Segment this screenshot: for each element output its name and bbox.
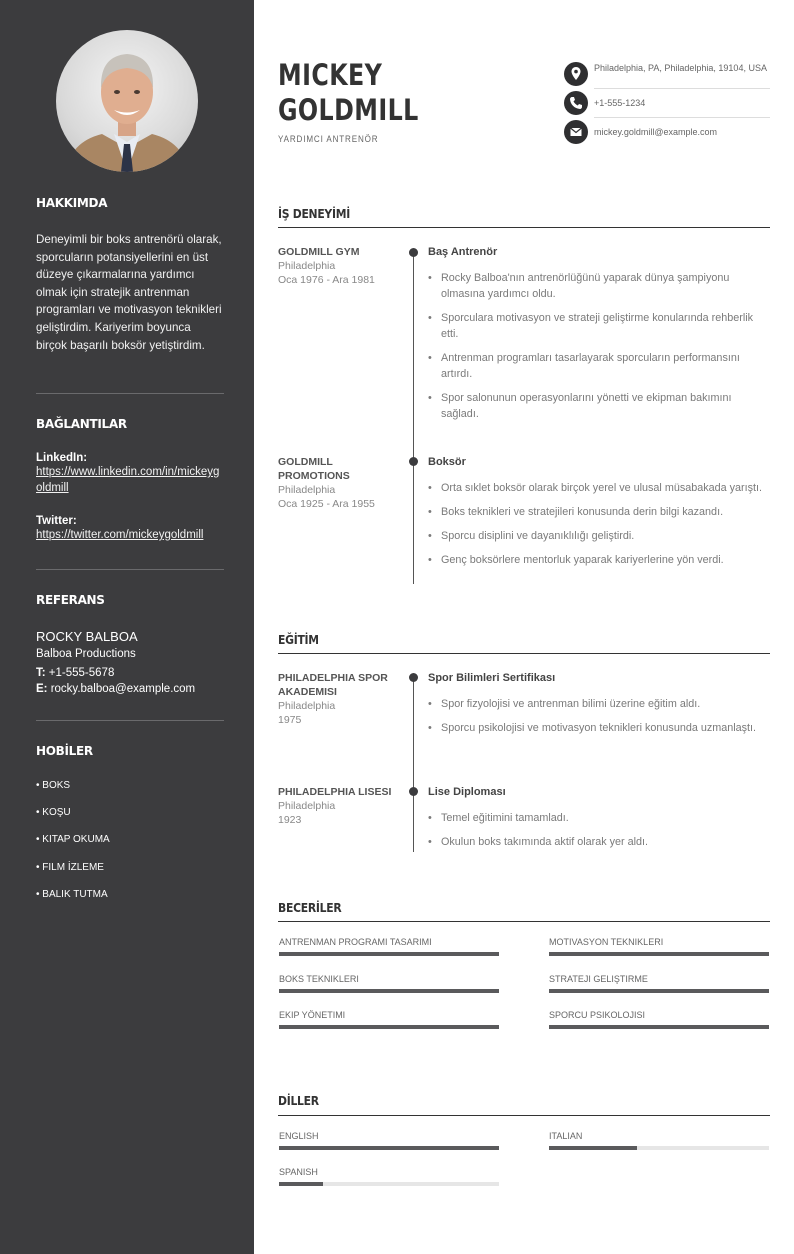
- timeline-dot: [409, 248, 418, 257]
- bullet-item: • Sporculara motivasyon ve strateji geliştirme konularında rehberlik etti.: [428, 310, 770, 342]
- reference-phone-label: T:: [36, 667, 46, 679]
- skill-bar-fill: [549, 952, 769, 956]
- sidebar-divider: [36, 569, 224, 570]
- education-org-block: [278, 671, 398, 727]
- skill-bar: [549, 1025, 769, 1029]
- language-item: [549, 1131, 769, 1141]
- twitter-link-block: [36, 515, 224, 543]
- hobby-item: • KOŞU: [36, 807, 71, 818]
- education-dates: 1923: [278, 814, 302, 826]
- education-org: PHILADELPHIA LISESI: [278, 786, 392, 798]
- reference-email-row: [36, 681, 224, 697]
- section-rule: [278, 921, 770, 922]
- skill-name: STRATEJI GELIŞTIRME: [549, 974, 648, 984]
- timeline-dot: [409, 787, 418, 796]
- person-name: [278, 58, 419, 128]
- experience-dates: Oca 1925 - Ara 1955: [278, 498, 375, 510]
- reference-phone-row: [36, 665, 224, 681]
- skill-bar: [549, 952, 769, 956]
- bullet-item: • Antrenman programları tasarlayarak sporcuların performansını artırdı.: [428, 350, 770, 382]
- experience-bullets: [428, 480, 770, 576]
- skill-bar: [279, 989, 499, 993]
- language-bar: [279, 1182, 499, 1186]
- experience-org: GOLDMILL PROMOTIONS: [278, 456, 350, 482]
- reference-company: Balboa Productions: [36, 648, 136, 660]
- bullet-item: • Spor salonunun operasyonlarını yönetti ve ekipman bakımını sağladı.: [428, 390, 770, 422]
- language-item: [279, 1131, 499, 1141]
- skill-item: [549, 1010, 769, 1020]
- skill-item: [549, 937, 769, 947]
- experience-title: İŞ DENEYİMİ: [278, 207, 350, 221]
- timeline-dot: [409, 457, 418, 466]
- sidebar: [0, 0, 254, 1254]
- profile-photo: [56, 30, 198, 172]
- first-name: MICKEY: [278, 58, 383, 92]
- section-rule: [278, 227, 770, 228]
- links-title: BAĞLANTILAR: [36, 417, 127, 431]
- bullet-item: • Orta sıklet boksör olarak birçok yerel ve ulusal müsabakada yarıştı.: [428, 480, 770, 496]
- experience-location: Philadelphia: [278, 260, 336, 272]
- linkedin-link-block: [36, 452, 224, 496]
- hobbies-title: HOBİLER: [36, 744, 93, 758]
- twitter-link[interactable]: https://twitter.com/mickeygoldmill: [36, 529, 204, 541]
- bullet-item: • Spor fizyolojisi ve antrenman bilimi üzerine eğitim aldı.: [428, 696, 770, 712]
- contact-email[interactable]: mickey.goldmill@example.com: [594, 127, 718, 137]
- skill-bar-fill: [279, 952, 499, 956]
- education-location: Philadelphia: [278, 800, 336, 812]
- skill-bar: [279, 1025, 499, 1029]
- language-name: SPANISH: [279, 1167, 318, 1177]
- contact-divider: [594, 117, 770, 118]
- skill-name: SPORCU PSIKOLOJISI: [549, 1010, 646, 1020]
- contact-address: Philadelphia, PA, Philadelphia, 19104, USA: [594, 63, 767, 73]
- bullet-item: • Sporcu disiplini ve dayanıklılığı geliştirdi.: [428, 528, 770, 544]
- bullet-item: • Temel eğitimini tamamladı.: [428, 810, 770, 826]
- reference-email-label: E:: [36, 683, 48, 695]
- hobby-item: • KITAP OKUMA: [36, 834, 110, 845]
- languages-title: DİLLER: [278, 1094, 319, 1108]
- timeline-dot: [409, 673, 418, 682]
- education-bullets: [428, 696, 770, 744]
- reference-title: REFERANS: [36, 593, 105, 607]
- skill-name: MOTIVASYON TEKNIKLERI: [549, 937, 664, 947]
- language-bar: [549, 1146, 769, 1150]
- education-timeline: [413, 678, 414, 852]
- skill-item: [549, 974, 769, 984]
- hobby-item: • BALIK TUTMA: [36, 889, 108, 900]
- envelope-icon: [564, 120, 588, 144]
- experience-location: Philadelphia: [278, 484, 336, 496]
- experience-org: GOLDMILL GYM: [278, 246, 360, 258]
- skill-item: [279, 937, 499, 947]
- phone-icon: [564, 91, 588, 115]
- sidebar-divider: [36, 393, 224, 394]
- experience-org-block: [278, 455, 398, 511]
- skill-name: EKIP YÖNETIMI: [279, 1010, 346, 1020]
- skill-item: [279, 1010, 499, 1020]
- education-org: PHILADELPHIA SPOR AKADEMISI: [278, 672, 388, 698]
- skill-bar-fill: [279, 989, 499, 993]
- skill-bar-fill: [279, 1025, 499, 1029]
- hobby-item: • BOKS: [36, 780, 71, 791]
- reference-phone: +1-555-5678: [48, 667, 115, 679]
- education-degree: Spor Bilimleri Sertifikası: [428, 672, 556, 684]
- reference-name: ROCKY BALBOA: [36, 629, 138, 644]
- skill-bar-fill: [549, 1025, 769, 1029]
- experience-role: Baş Antrenör: [428, 246, 498, 258]
- reference-email: rocky.balboa@example.com: [50, 683, 196, 695]
- linkedin-link[interactable]: https://www.linkedin.com/in/mickeygoldmill: [36, 466, 220, 494]
- skills-title: BECERİLER: [278, 901, 342, 915]
- contact-phone: +1-555-1234: [594, 98, 646, 108]
- skill-bar: [279, 952, 499, 956]
- bullet-item: • Boks teknikleri ve stratejileri konusunda derin bilgi kazandı.: [428, 504, 770, 520]
- language-item: [279, 1167, 499, 1177]
- education-org-block: [278, 785, 398, 827]
- last-name: GOLDMILL: [278, 93, 419, 127]
- job-title: YARDIMCI ANTRENÖR: [278, 134, 379, 145]
- education-degree: Lise Diploması: [428, 786, 506, 798]
- skill-item: [279, 974, 499, 984]
- twitter-label: Twitter:: [36, 515, 77, 527]
- skill-bar-fill: [549, 989, 769, 993]
- language-bar-fill: [279, 1146, 499, 1150]
- language-bar: [279, 1146, 499, 1150]
- bullet-item: • Genç boksörlere mentorluk yaparak kariyerlerine yön verdi.: [428, 552, 770, 568]
- location-pin-icon: [564, 62, 588, 86]
- education-bullets: [428, 810, 770, 858]
- language-bar-fill: [549, 1146, 637, 1150]
- sidebar-divider: [36, 720, 224, 721]
- about-text: Deneyimli bir boks antrenörü olarak, sporcuların potansiyellerini en üst düzeye çıkarmalarına yardımcı olmak için stratejik antrenman programları ve motivasyon teknikleri geliştirdim. Kariyerim boyunca birçok başarılı boksör yetiştirdim.: [36, 233, 222, 352]
- experience-bullets: [428, 270, 770, 430]
- contact-divider: [594, 88, 770, 89]
- linkedin-label: LinkedIn:: [36, 452, 88, 464]
- language-name: ITALIAN: [549, 1131, 583, 1141]
- experience-role: Boksör: [428, 456, 466, 468]
- bullet-item: • Okulun boks takımında aktif olarak yer aldı.: [428, 834, 770, 850]
- reference-block: [36, 629, 224, 697]
- experience-org-block: [278, 245, 398, 287]
- education-location: Philadelphia: [278, 700, 336, 712]
- language-name: ENGLISH: [279, 1131, 319, 1141]
- hobby-item: • FILM İZLEME: [36, 862, 104, 873]
- education-title: EĞİTİM: [278, 633, 319, 647]
- bullet-item: • Rocky Balboa'nın antrenörlüğünü yaparak dünya şampiyonu olmasına yardımcı oldu.: [428, 270, 770, 302]
- skill-name: BOKS TEKNIKLERI: [279, 974, 359, 984]
- section-rule: [278, 1115, 770, 1116]
- experience-timeline: [413, 252, 414, 584]
- section-rule: [278, 653, 770, 654]
- skill-name: ANTRENMAN PROGRAMI TASARIMI: [279, 937, 432, 947]
- about-title: HAKKIMDA: [36, 196, 108, 210]
- experience-dates: Oca 1976 - Ara 1981: [278, 274, 375, 286]
- education-dates: 1975: [278, 714, 302, 726]
- skill-bar: [549, 989, 769, 993]
- bullet-item: • Sporcu psikolojisi ve motivasyon teknikleri konusunda uzmanlaştı.: [428, 720, 770, 736]
- language-bar-fill: [279, 1182, 323, 1186]
